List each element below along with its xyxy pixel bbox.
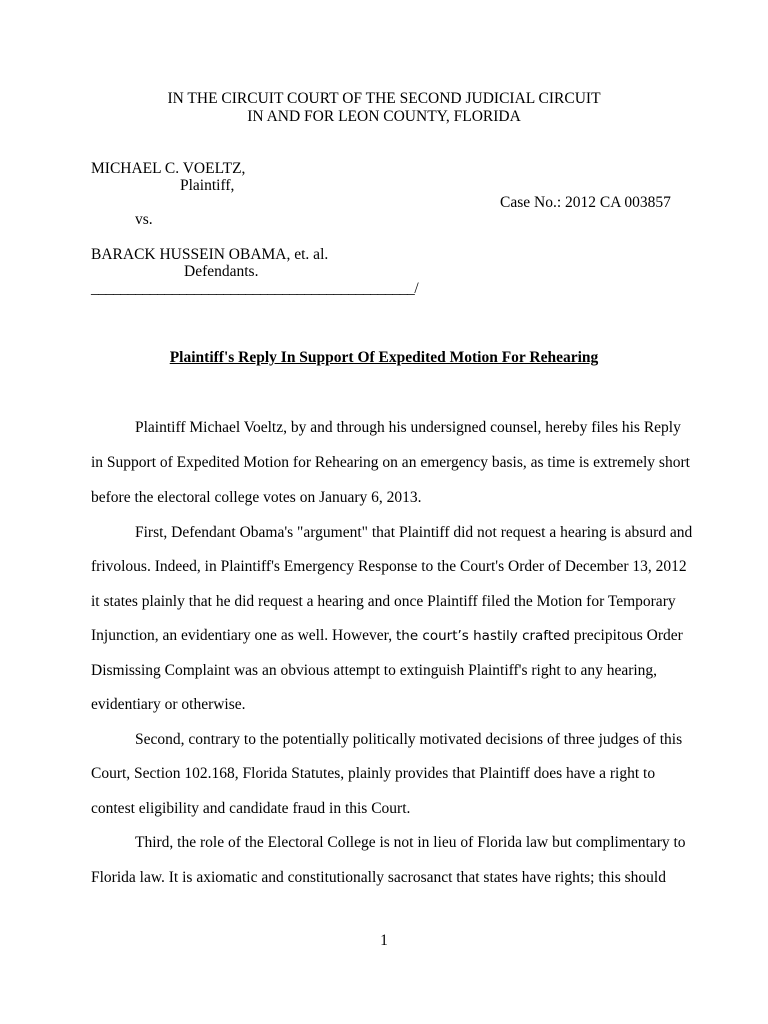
caption-signature-line: ____________________________________________/ [91, 280, 419, 297]
plaintiff-role: Plaintiff, [180, 177, 235, 194]
body-line-7-part-1: Injunction, an evidentiary one as well. However, [91, 627, 396, 644]
body-line-1: Plaintiff Michael Voeltz, by and through his undersigned counsel, hereby files his Reply [135, 419, 681, 436]
body-line-2: in Support of Expedited Motion for Rehearing on an emergency basis, as time is extremely short [91, 454, 690, 471]
plaintiff-name: MICHAEL C. VOELTZ, [91, 160, 246, 177]
body-line-5: frivolous. Indeed, in Plaintiff's Emergency Response to the Court's Order of December 13, 2012 [91, 558, 687, 575]
document-title: Plaintiff's Reply In Support Of Expedited Motion For Rehearing [169, 349, 599, 366]
defendant-role: Defendants. [184, 263, 259, 280]
body-line-14: Florida law. It is axiomatic and constitutionally sacrosanct that states have rights; this should [91, 869, 666, 886]
defendant-name: BARACK HUSSEIN OBAMA, et. al. [91, 246, 329, 263]
body-line-10: Second, contrary to the potentially politically motivated decisions of three judges of this [135, 731, 683, 748]
body-line-6: it states plainly that he did request a hearing and once Plaintiff filed the Motion for Temporary [91, 593, 676, 610]
body-line-9: evidentiary or otherwise. [91, 696, 246, 713]
body-line-4: First, Defendant Obama's "argument" that Plaintiff did not request a hearing is absurd and [135, 524, 693, 541]
body-line-7 [91, 627, 683, 645]
body-line-3: before the electoral college votes on January 6, 2013. [91, 489, 422, 506]
body-line-7-part-3: precipitous Order [570, 627, 683, 644]
case-number: Case No.: 2012 CA 003857 [500, 194, 671, 211]
versus: vs. [135, 211, 153, 228]
body-line-8: Dismissing Complaint was an obvious attempt to extinguish Plaintiff's right to any hearing, [91, 662, 658, 679]
body-line-11: Court, Section 102.168, Florida Statutes, plainly provides that Plaintiff does have a right to [91, 765, 656, 782]
court-heading-line-2: IN AND FOR LEON COUNTY, FLORIDA [247, 108, 521, 125]
body-line-13: Third, the role of the Electoral College is not in lieu of Florida law but complimentary to [135, 834, 686, 851]
body-line-12: contest eligibility and candidate fraud in this Court. [91, 800, 411, 817]
body-line-7-part-2: the court’s hastily crafted [395, 628, 570, 644]
page-number: 1 [380, 932, 388, 949]
court-heading-line-1: IN THE CIRCUIT COURT OF THE SECOND JUDICIAL CIRCUIT [167, 90, 601, 107]
